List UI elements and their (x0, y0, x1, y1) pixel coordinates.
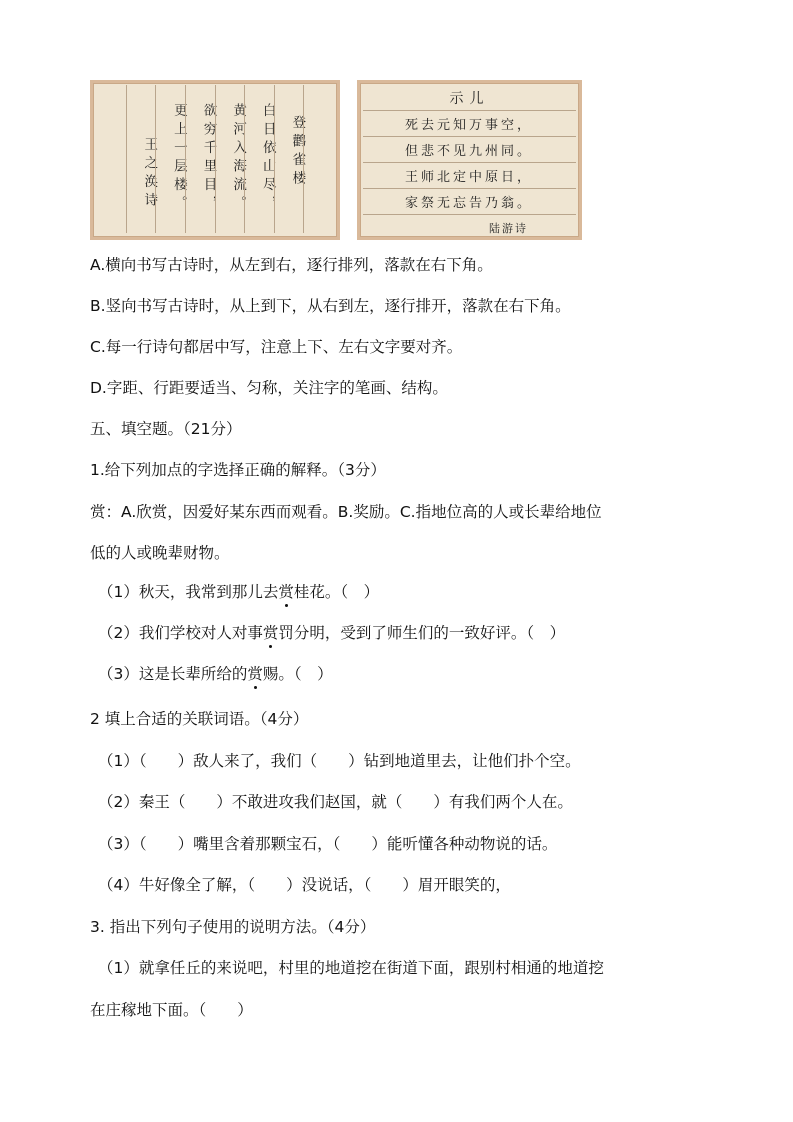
poem-line-1: 白日依山尽， (259, 103, 276, 214)
poem-author: 陆游诗 (489, 222, 528, 235)
poem-title: 登鹳雀楼 (289, 115, 306, 189)
option-d (90, 378, 448, 398)
item-text: 这是长辈所给的 (138, 665, 248, 683)
q1-item-3 (98, 664, 333, 684)
poem-line-4: 家祭无忘告乃翁。 (363, 189, 576, 215)
poem-column-empty (303, 85, 333, 233)
q2-item-3[interactable]: （3）（ ）嘴里含着那颗宝石，（ ）能听懂各种动物说的话。 (98, 835, 558, 853)
item-number: （1） (98, 583, 139, 601)
option-text: 每一行诗句都居中写，注意上下、左右文字要对齐。 (105, 338, 463, 356)
poem-column (215, 85, 245, 233)
question-2-heading: 2 填上合适的关联词语。（4分） (90, 710, 309, 728)
option-letter: A. (90, 256, 106, 274)
q3-item-1-line-1: （1）就拿任丘的来说吧，村里的地道挖在街道下面，跟别村相通的地道挖 (98, 959, 604, 977)
definition-line-1: 赏：A.欣赏，因爱好某东西而观看。B.奖励。C.指地位高的人或长辈给地位 (90, 503, 602, 521)
poem-column-title (274, 85, 304, 233)
poem-line-3: 欲穷千里目， (200, 103, 217, 214)
question-3-heading: 3. 指出下列句子使用的说明方法。（4分） (90, 918, 376, 936)
poem-column (155, 85, 185, 233)
section-heading: 五、填空题。（21分） (90, 420, 242, 438)
q1-item-2 (98, 623, 565, 643)
option-c (90, 337, 462, 357)
poem-line-3: 王师北定中原日， (363, 163, 576, 189)
poem-image-dengguanquelou (90, 80, 340, 240)
item-number: （2） (98, 624, 139, 642)
q1-item-1 (98, 582, 379, 602)
dotted-character: 赏 (278, 583, 294, 601)
q2-item-1[interactable]: （1）（ ）敌人来了，我们（ ）钻到地道里去，让他们扑个空。 (98, 752, 581, 770)
option-letter: C. (90, 338, 106, 356)
item-text-answer-blank[interactable]: 桂花。（ ） (293, 583, 380, 601)
item-text: 我们学校对人对事 (138, 624, 263, 642)
dotted-character: 赏 (262, 624, 279, 642)
option-a (90, 255, 493, 275)
item-text-answer-blank[interactable]: 罚分明，受到了师生们的一致好评。（ ） (278, 624, 566, 642)
poem-column (185, 85, 215, 233)
option-letter: D. (90, 379, 107, 397)
poem-title: 示儿 (363, 85, 576, 111)
option-text: 字距、行距要适当、匀称，关注字的笔画、结构。 (106, 379, 448, 397)
poem-line-2: 但悲不见九州同。 (363, 137, 576, 163)
option-text: 横向书写古诗时，从左到右，逐行排列，落款在右下角。 (105, 256, 493, 274)
q2-item-2[interactable]: （2）秦王（ ）不敢进攻我们赵国，就（ ）有我们两个人在。 (98, 793, 573, 811)
poem-image-shier (357, 80, 582, 240)
item-text-answer-blank[interactable]: 赐。（ ） (262, 665, 333, 683)
poem-line-2: 黄河入海流。 (230, 103, 247, 214)
item-text: 秋天，我常到那儿去 (138, 583, 279, 601)
definition-line-2: 低的人或晚辈财物。 (90, 544, 230, 562)
poem-line-4: 更上一层楼。 (170, 103, 187, 214)
question-1-heading: 1.给下列加点的字选择正确的解释。（3分） (90, 461, 386, 479)
poem-author: 王之涣诗 (141, 137, 158, 211)
poem-line-1: 死去元知万事空， (363, 111, 576, 137)
item-number: （3） (98, 665, 139, 683)
poem-column (244, 85, 274, 233)
poem-column-author (126, 85, 156, 233)
q2-item-4[interactable]: （4）牛好像全了解，（ ）没说话，（ ）眉开眼笑的， (98, 876, 511, 894)
option-letter: B. (90, 297, 106, 315)
q3-item-1-line-2[interactable]: 在庄稼地下面。（ ） (90, 1001, 253, 1019)
option-b (90, 296, 571, 316)
option-text: 竖向书写古诗时，从上到下，从右到左，逐行排开，落款在右下角。 (105, 297, 571, 315)
dotted-character: 赏 (247, 665, 263, 683)
poem-column-empty (97, 85, 126, 233)
